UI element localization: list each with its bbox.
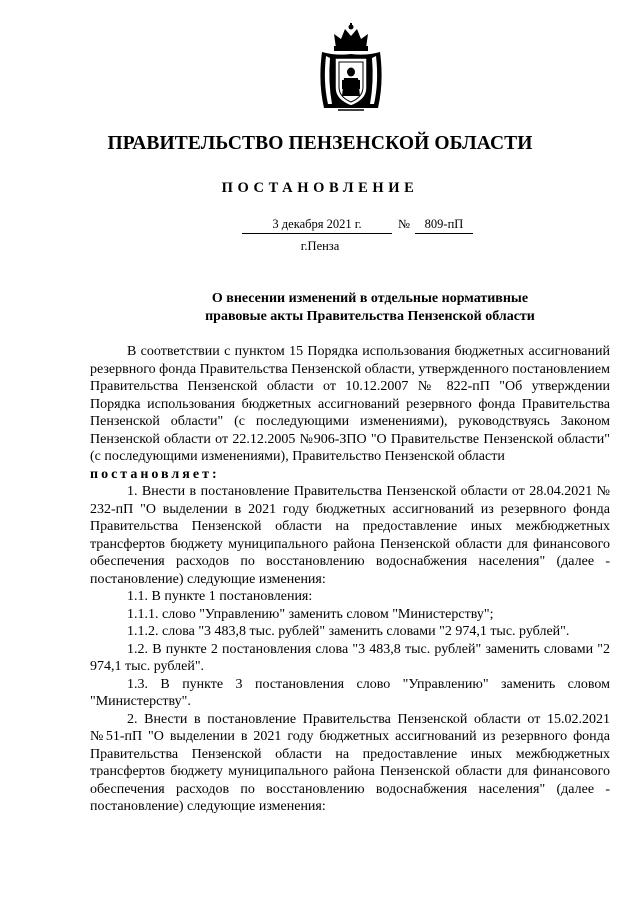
resolves-line (90, 466, 610, 484)
penza-coat-of-arms-icon (318, 22, 384, 114)
paragraph-1-1-2: 1.1.2. слова "3 483,8 тыс. рублей" заменить словами "2 974,1 тыс. рублей". (127, 624, 570, 639)
resolves-word: постановляет: (90, 466, 220, 482)
document-date: 3 декабря 2021 г. (242, 217, 392, 234)
paragraph-1: 1. Внести в постановление Правительства Пензенской области от 28.04.2021 № 232-пП "О выделении в 2021 году бюджетных ассигнований из резервного фонда Правительства Пензенской области на предоставление иных межбюджетных трансфертов бюджету муниципального района Пензенской области для финансового обеспечения расходов по восстановлению водоснабжения населения" (далее - постановление) следующие изменения: (90, 484, 610, 587)
number-sign: № (398, 217, 410, 231)
document-body (90, 343, 610, 816)
organization-title: ПРАВИТЕЛЬСТВО ПЕНЗЕНСКОЙ ОБЛАСТИ (107, 133, 533, 154)
paragraph-preamble: В соответствии с пунктом 15 Порядка использования бюджетных ассигнований резервного фонда Правительства Пензенской области, утвержденного постановлением Правительства Пензенской области от 10.12.2007 № 822-пП "Об утверждении Порядка использования бюджетных ассигнований резервного фонда Правительства Пензенской области" (с последующими изменениями), руководствуясь Законом Пензенской области от 22.12.2005 №906-ЗПО "О Правительстве Пензенской области" (с последующими изменениями), Правительство Пензенской области (90, 344, 610, 464)
paragraph-1-3: 1.3. В пункте 3 постановления слово "Управлению" заменить словом "Министерству". (90, 676, 610, 709)
city-name: г.Пенза (300, 239, 340, 253)
paragraph-1-1-1: 1.1.1. слово "Управлению" заменить словом "Министерству"; (127, 606, 494, 622)
document-number: 809-пП (415, 217, 473, 234)
paragraph-1-2: 1.2. В пункте 2 постановления слова "3 483,8 тыс. рублей" заменить словами "2 974,1 тыс. рублей". (90, 641, 610, 674)
document-type: ПОСТАНОВЛЕНИЕ (221, 180, 419, 196)
paragraph-2: 2. Внести в постановление Правительства Пензенской области от 15.02.2021 №51-пП "О выделении в 2021 году бюджетных ассигнований из резервного фонда Правительства Пензенской области на предоставление иных межбюджетных трансфертов бюджету муниципального района Пензенской области для финансового обеспечения расходов по восстановлению водоснабжения населения" (далее - постановление) следующие изменения: (90, 711, 610, 814)
paragraph-1-1: 1.1. В пункте 1 постановления: (127, 589, 313, 604)
document-subject-title: О внесении изменений в отдельные нормативные правовые акты Правительства Пензенской области (205, 291, 535, 324)
